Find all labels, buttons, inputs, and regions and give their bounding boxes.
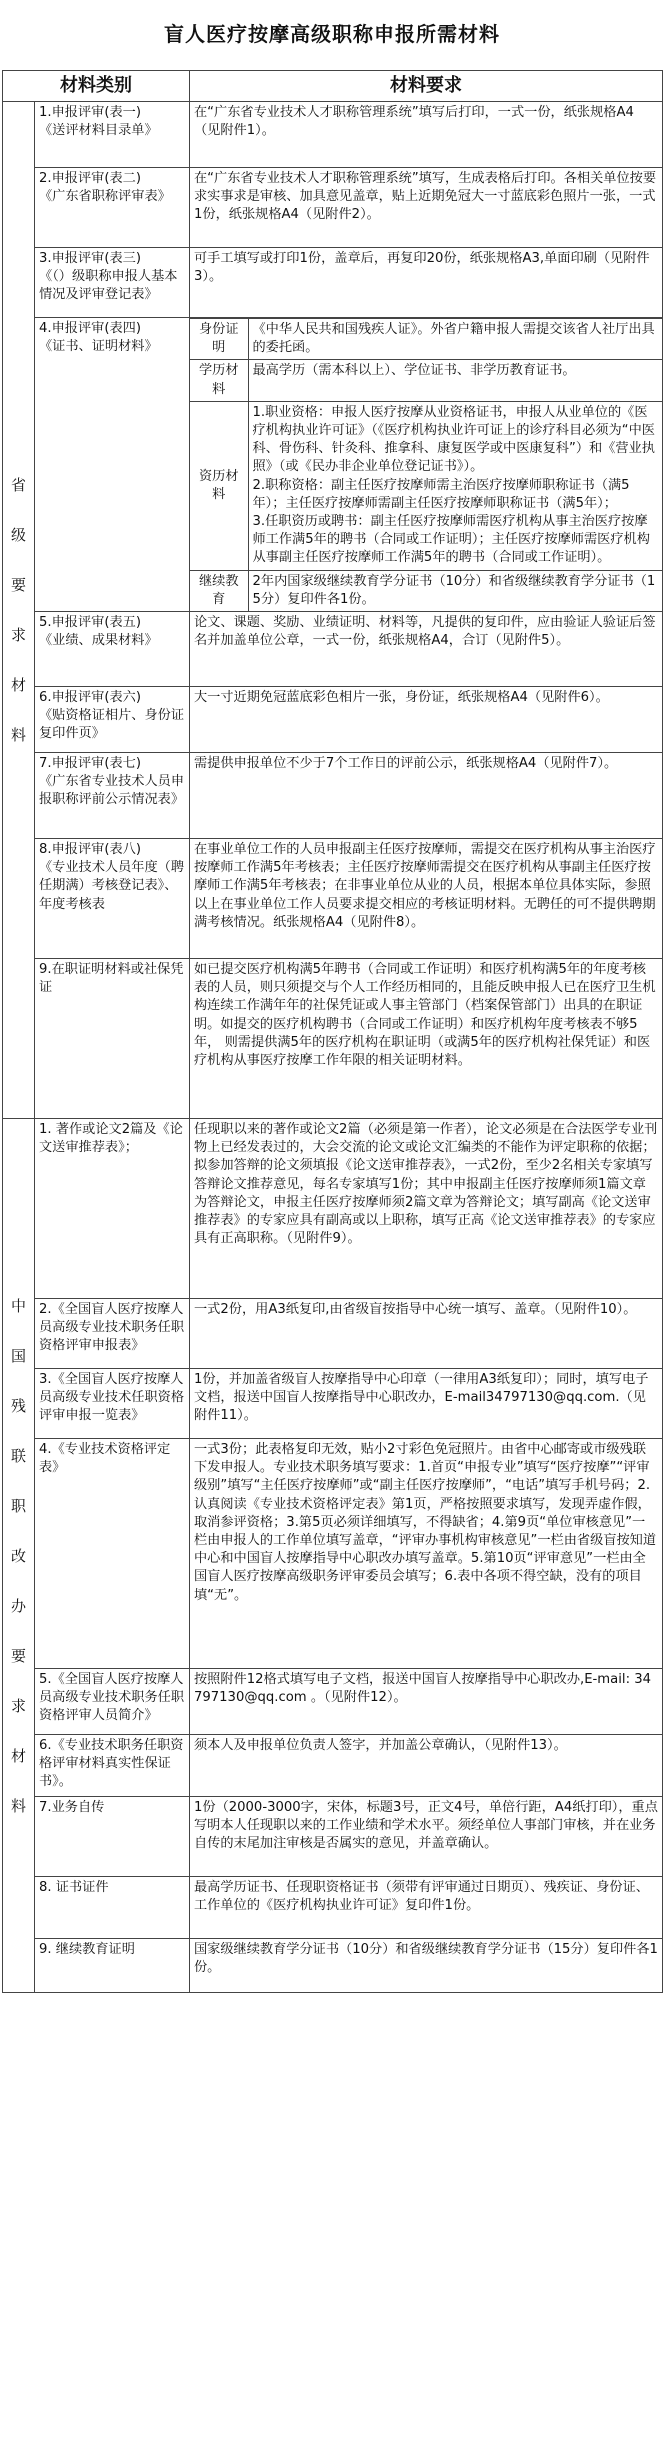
- category-line: 5.申报评审(表五): [39, 615, 141, 631]
- category-line: 《专业技术人员年度（聘任期满）考核登记表》、年度考核表: [39, 860, 185, 912]
- category-cell: [35, 1669, 190, 1735]
- category-line: 3.申报评审(表三): [39, 251, 141, 266]
- provincial-level-label: [3, 102, 35, 1119]
- sub-table: [190, 318, 662, 611]
- table-row: [3, 839, 663, 959]
- requirement-cell: 一式3份；此表格复印无效，贴小2寸彩色免冠照片。由省中心邮寄或市级残联下发申报人。专业技术职务填写要求：1.首页“申报专业”填写“医疗按摩”“评审级别”填写“主任医疗按摩师”或“副主任医疗按摩师”，“电话”填写手机号码；2.认真阅读《专业技术资格评定表》第1页，严格按照要求填写，发现弄虚作假，取消参评资格；3.第5页必须详细填写，不得缺省；4.第9页“单位审核意见”一栏由申报人的工作单位填写盖章，“评审办事机构审核意见”一栏由省级盲按知道中心和中国盲人按摩指导中心职改办填写盖章。5.第10页“评审意见”一栏由全国盲人医疗按摩高级职务评审委员会填写；6.表中各项不得空缺，没有的项目填“无”。: [190, 1439, 663, 1669]
- category-line: 《送评材料目录单》: [39, 123, 158, 139]
- category-cell: [35, 318, 190, 612]
- category-line: 《证书、证明材料》: [39, 339, 158, 355]
- requirement-cell: 如已提交医疗机构满5年聘书（合同或工作证明）和医疗机构满5年的年度考核表的人员，则只须提交与个人工作经历相同的，且能反映申报人已在医疗卫生机构连续工作满年年的社保凭证或人事主管部门（档案保管部门）出具的在职证明。如提交的医疗机构聘书（合同或工作证明）和医疗机构年度考核表不够5年， 则需提供满5年的医疗机构在职证明（或满5年的医疗机构社保凭证）和医疗机构从事医疗按摩工作年限的相关证明材料。: [190, 959, 663, 1119]
- requirement-cell: 在事业单位工作的人员申报副主任医疗按摩师，需提交在医疗机构从事主治医疗按摩师工作满5年考核表；主任医疗按摩师需提交在医疗机构从事副主任医疗按摩师工作满5年考核表；在非事业单位从业的人员，根据本单位具体实际，参照以上在事业单位工作人员要求提交相应的考核证明材料。无聘任的可不提供聘期满考核情况。纸张规格A4（见附件8）。: [190, 839, 663, 959]
- label-char: 残: [10, 1396, 26, 1415]
- table-row: [3, 1669, 663, 1735]
- category-line: 《广东省专业技术人员申报职称评前公示情况表》: [39, 774, 185, 808]
- category-line: 8.申报评审(表八): [39, 842, 141, 858]
- table-row: [3, 248, 663, 318]
- label-char: 材: [10, 1746, 26, 1765]
- category-line: 2.《全国盲人医疗按摩人员高级专业技术职务任职资格评审申报表》: [39, 1302, 185, 1354]
- table-row: [3, 612, 663, 687]
- category-cell: [35, 1797, 190, 1877]
- requirement-cell: 需提供申报单位不少于7个工作日的评前公示，纸张规格A4（见附件7）。: [190, 753, 663, 839]
- category-line: 6.申报评审(表六): [39, 690, 141, 706]
- category-cell: [35, 1439, 190, 1669]
- header-requirement: 材料要求: [190, 71, 663, 102]
- vertical-label: [3, 460, 34, 760]
- sub-text-line: 3.任职资历或聘书：副主任医疗按摩师需医疗机构从事主治医疗按摩师工作满5年的聘书（合同或工作证明）；主任医疗按摩师需医疗机构从事副主任医疗按摩师工作满5年的聘书（合同或工作证明）。: [252, 514, 650, 566]
- label-char: 求: [10, 626, 26, 645]
- category-cell: [35, 1299, 190, 1369]
- category-line: 9.在职证明材料或社保凭证: [39, 962, 184, 996]
- label-char: 料: [10, 726, 26, 745]
- category-line: 7.业务自传: [39, 1800, 105, 1816]
- category-cell: [35, 1119, 190, 1299]
- label-char: 省: [10, 476, 26, 495]
- requirement-cell: 国家级继续教育学分证书（10分）和省级继续教育学分证书（15分）复印件各1份。: [190, 1939, 663, 1993]
- category-line: 《广东省职称评审表》: [39, 189, 171, 205]
- table-row: [3, 1439, 663, 1669]
- table-row: [3, 1119, 663, 1299]
- label-char: 中: [10, 1296, 26, 1315]
- sub-row: [190, 401, 662, 570]
- requirement-cell: 任现职以来的著作或论文2篇（必须是第一作者），论文必须是在合法医学专业刊物上已经发表过的，大会交流的论文或论文汇编类的不能作为评定职称的依据；拟参加答辩的论文须填报《论文送审推荐表》，一式2份，至少2名相关专家填写答辩论文推荐意见，每名专家填写1份；其中申报副主任医疗按摩师须1篇文章为答辩论文，申报主任医疗按摩师须2篇文章为答辩论文；填写副高《论文送审推荐表》的专家应具有副高或以上职称，填写正高《论文送审推荐表》的专家应具有正高职称。（见附件9）。: [190, 1119, 663, 1299]
- national-section: [3, 1119, 663, 1993]
- requirement-cell: 1份，并加盖省级盲人按摩指导中心印章（一律用A3纸复印）；同时，填写电子文档，报送中国盲人按摩指导中心职改办，E-mail34797130@qq.com.（见附件11）。: [190, 1369, 663, 1439]
- category-line: 《（）级职称申报人基本情况及评审登记表》: [39, 269, 178, 303]
- materials-table: [2, 70, 663, 1993]
- category-cell: [35, 839, 190, 959]
- table-row: [3, 102, 663, 168]
- category-line: 《贴资格证相片、身份证复印件页》: [39, 708, 185, 742]
- category-line: 2.申报评审(表二): [39, 171, 141, 186]
- sub-text: [248, 401, 662, 570]
- provincial-section: [3, 102, 663, 1119]
- label-char: 级: [10, 526, 26, 545]
- table-row: [3, 1299, 663, 1369]
- category-line: 7.申报评审(表七): [39, 756, 141, 772]
- table-row: [3, 1877, 663, 1939]
- category-cell: [35, 612, 190, 687]
- category-line: 3.《全国盲人医疗按摩人员高级专业技术任职资格评审申报一览表》: [39, 1372, 185, 1424]
- category-line: 6.《专业技术职务任职资格评审材料真实性保证书》。: [39, 1738, 184, 1790]
- category-line: 1.申报评审(表一): [39, 105, 141, 120]
- table-row: [3, 1939, 663, 1993]
- requirement-cell: 1份（2000-3000字，宋体，标题3号，正文4号，单倍行距，A4纸打印），重点写明本人任现职以来的工作业绩和学术水平。须经单位人事部门审核，并在业务自传的末尾加注审核是否属实的意见，并盖章确认。: [190, 1797, 663, 1877]
- category-cell: [35, 687, 190, 753]
- sub-text-line: 1.职业资格：申报人医疗按摩从业资格证书，申报人从业单位的《医疗机构执业许可证》（《医疗机构执业许可证上的诊疗科目必须为“中医科、骨伤科、针灸科、推拿科、康复医学或中医康复科”）和《营业执照》（或《民办非企业单位登记证书》）。: [252, 404, 655, 475]
- requirement-cell: 在“广东省专业技术人才职称管理系统”填写，生成表格后打印。各相关单位按要求实事求是审核、加具意见盖章，贴上近期免冠大一寸蓝底彩色照片一张，一式1份，纸张规格A4（见附件2）。: [190, 168, 663, 248]
- category-cell: [35, 1369, 190, 1439]
- requirement-cell: 论文、课题、奖励、业绩证明、材料等，凡提供的复印件，应由验证人验证后签名并加盖单位公章，一式一份，纸张规格A4，合订（见附件5）。: [190, 612, 663, 687]
- requirement-cell: 按照附件12格式填写电子文档，报送中国盲人按摩指导中心职改办,E-mail: 34797130@qq.com 。（见附件12）。: [190, 1669, 663, 1735]
- label-char: 材: [10, 676, 26, 695]
- category-cell: [35, 168, 190, 248]
- header-category: 材料类别: [3, 71, 190, 102]
- page-title: 盲人医疗按摩高级职称申报所需材料: [164, 22, 500, 46]
- category-line: 9. 继续教育证明: [39, 1942, 135, 1958]
- requirement-cell: 大一寸近期免冠蓝底彩色相片一张，身份证，纸张规格A4（见附件6）。: [190, 687, 663, 753]
- sub-row: [190, 360, 662, 401]
- category-cell: [35, 1735, 190, 1797]
- table-row: [3, 753, 663, 839]
- label-char: 料: [10, 1796, 26, 1815]
- table-row: [3, 1369, 663, 1439]
- table-row: [3, 318, 663, 612]
- sub-text: 《中华人民共和国残疾人证》。外省户籍申报人需提交该省人社厅出具的委托函。: [248, 319, 662, 360]
- sub-label: 继续教育: [190, 570, 248, 611]
- category-line: 5.《全国盲人医疗按摩人员高级专业技术职务任职资格评审人员简介》: [39, 1672, 185, 1724]
- label-char: 改: [10, 1546, 26, 1565]
- category-line: 《业绩、成果材料》: [39, 633, 158, 649]
- table-row: [3, 959, 663, 1119]
- table-header-row: [3, 71, 663, 102]
- label-char: 联: [10, 1446, 26, 1465]
- requirement-cell: 须本人及申报单位负责人签字，并加盖公章确认，（见附件13）。: [190, 1735, 663, 1797]
- table-row: [3, 168, 663, 248]
- requirement-cell: 可手工填写或打印1份，盖章后，再复印20份，纸张规格A3,单面印刷（见附件3）。: [190, 248, 663, 318]
- category-cell: [35, 1939, 190, 1993]
- label-char: 办: [10, 1596, 26, 1615]
- sub-text-line: 2.职称资格：副主任医疗按摩师需主治医疗按摩师职称证书（满5年）；主任医疗按摩师需副主任医疗按摩师职称证书（满5年）；: [252, 477, 630, 511]
- requirement-cell: 一式2份，用A3纸复印,由省级盲按指导中心统一填写、盖章。（见附件10）。: [190, 1299, 663, 1369]
- sub-row: [190, 319, 662, 360]
- requirement-cell: 在“广东省专业技术人才职称管理系统”填写后打印，一式一份，纸张规格A4（见附件1）。: [190, 102, 663, 168]
- sub-text: 最高学历（需本科以上）、学位证书、非学历教育证书。: [248, 360, 662, 401]
- category-cell: [35, 959, 190, 1119]
- category-line: 4.申报评审(表四): [39, 321, 141, 336]
- label-char: 求: [10, 1696, 26, 1715]
- requirement-cell: [190, 318, 663, 612]
- sub-text: 2年内国家级继续教育学分证书（10分）和省级继续教育学分证书（15分）复印件各1份。: [248, 570, 662, 611]
- category-line: 4.《专业技术资格评定表》: [39, 1442, 171, 1476]
- category-line: 1. 著作或论文2篇及《论文送审推荐表》；: [39, 1122, 183, 1156]
- table-row: [3, 1797, 663, 1877]
- label-char: 国: [10, 1346, 26, 1365]
- national-level-label: [3, 1119, 35, 1993]
- sub-label: 学历材料: [190, 360, 248, 401]
- category-cell: [35, 102, 190, 168]
- category-cell: [35, 753, 190, 839]
- sub-label: 资历材料: [190, 401, 248, 570]
- label-char: 要: [10, 576, 26, 595]
- label-char: 要: [10, 1646, 26, 1665]
- requirement-cell: 最高学历证书、任现职资格证书（须带有评审通过日期页）、残疾证、身份证、工作单位的《医疗机构执业许可证》复印件1份。: [190, 1877, 663, 1939]
- sub-label: 身份证明: [190, 319, 248, 360]
- category-line: 8. 证书证件: [39, 1880, 109, 1896]
- category-cell: [35, 1877, 190, 1939]
- vertical-label: [3, 1281, 34, 1831]
- label-char: 职: [10, 1496, 26, 1515]
- table-row: [3, 1735, 663, 1797]
- table-row: [3, 687, 663, 753]
- sub-row: [190, 570, 662, 611]
- category-cell: [35, 248, 190, 318]
